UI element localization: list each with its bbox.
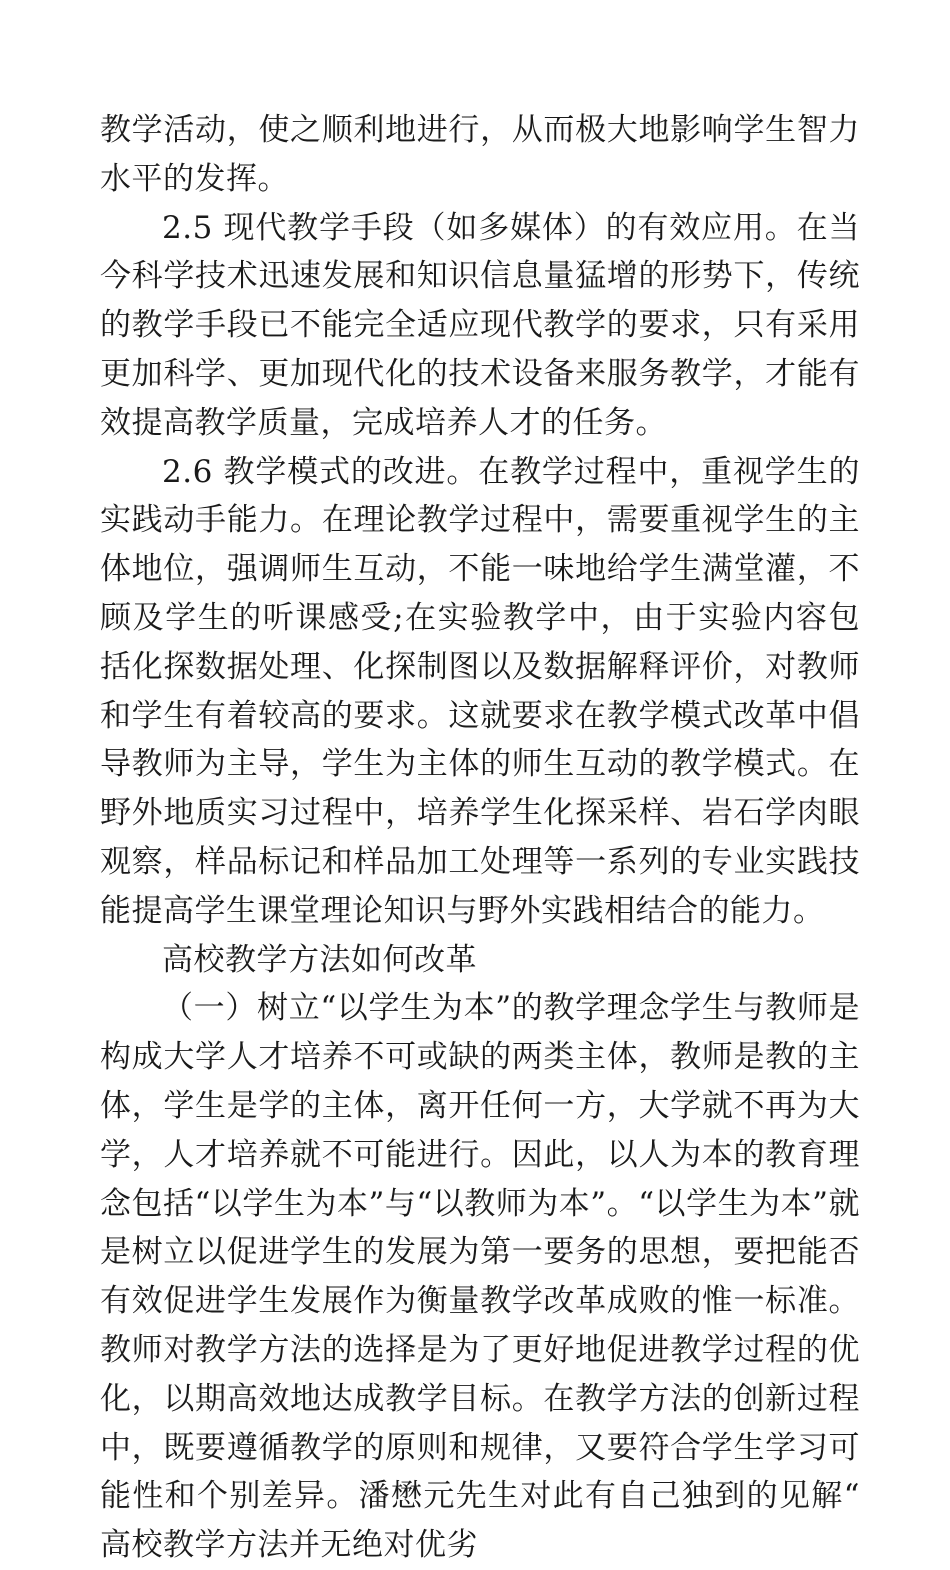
paragraph-teaching-philosophy: （一）树立“以学生为本”的教学理念学生与教师是构成大学人才培养不可或缺的两类主体，教师是教的主体，学生是学的主体，离开任何一方，大学就不再为大学，人才培养就不可能进行。因此，以人为本的教育理念包括“以学生为本”与“以教师为本”。“以学生为本”就是树立以促进学生的发展为第一要务的思想，要把能否有效促进学生发展作为衡量教学改革成败的惟一标准。教师对教学方法的选择是为了更好地促进教学过程的优化，以期高效地达成教学目标。在教学方法的创新过程中，既要遵循教学的原则和规律，又要符合学生学习可能性和个别差异。潘懋元先生对此有自己独到的见解“高校教学方法并无绝对优劣 [100, 990, 860, 1564]
paragraph-section-2-5: 2.5 现代教学手段（如多媒体）的有效应用。在当今科学技术迅速发展和知识信息量猛增的形势下，传统的教学手段已不能完全适应现代教学的要求，只有采用更加科学、更加现代化的技术设备来服务教学，才能有效提高教学质量，完成培养人才的任务。 [100, 209, 860, 441]
paragraph-continuation: 教学活动，使之顺利地进行，从而极大地影响学生智力水平的发挥。 [100, 112, 860, 197]
document-body [100, 106, 860, 1570]
paragraph-section-2-6: 2.6 教学模式的改进。在教学过程中，重视学生的实践动手能力。在理论教学过程中，需要重视学生的主体地位，强调师生互动，不能一味地给学生满堂灌，不顾及学生的听课感受;在实验教学中，由于实验内容包括化探数据处理、化探制图以及数据解释评价，对教师和学生有着较高的要求。这就要求在教学模式改革中倡导教师为主导，学生为主体的师生互动的教学模式。在野外地质实习过程中，培养学生化探采样、岩石学肉眼观察，样品标记和样品加工处理等一系列的专业实践技能提高学生课堂理论知识与野外实践相结合的能力。 [100, 453, 860, 929]
section-heading: 高校教学方法如何改革 [162, 941, 477, 978]
